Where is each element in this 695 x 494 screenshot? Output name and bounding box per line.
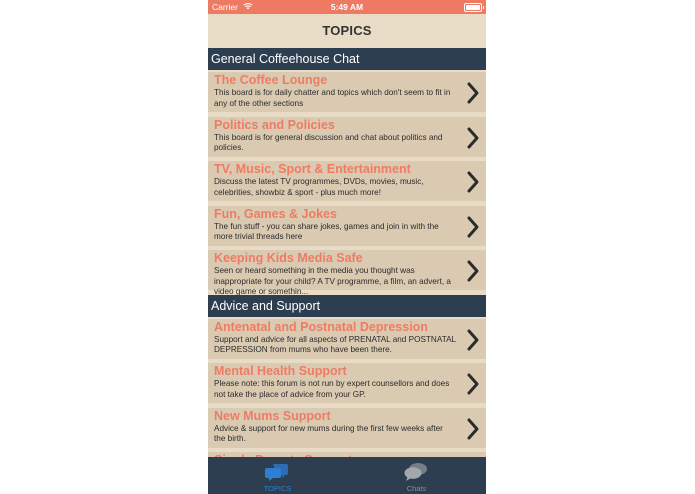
tab-chats[interactable] [347,457,486,494]
topics-list[interactable] [208,48,486,457]
carrier-label: Carrier [212,1,238,12]
tab-label: TOPICS [263,484,292,493]
tab-bar [208,457,486,494]
topic-description: Seen or heard something in the media you thought was inappropriate for your child? A TV programme, a film, an advert, a video game or somethin... [214,266,451,296]
topic-title: Keeping Kids Media Safe [214,251,363,265]
clock: 5:49 AM [330,1,364,12]
topic-description: This board is for general discussion and chat about politics and policies. [214,132,443,152]
page-title: TOPICS [322,23,372,38]
topic-row[interactable] [208,161,486,201]
topic-title: TV, Music, Sport & Entertainment [214,162,411,176]
topic-description: Discuss the latest TV programmes, DVDs, movies, music, celebrities, showbiz & sport - plus much more! [214,177,424,197]
tab-topics[interactable] [208,457,347,494]
chevron-right-icon [466,216,480,238]
chat-bubbles-icon [265,462,289,482]
topic-row[interactable] [208,250,486,296]
chevron-right-icon [466,171,480,193]
topic-title: Politics and Policies [214,117,335,132]
chevron-right-icon [466,329,480,351]
section-header: General Coffeehouse Chat [208,48,486,70]
navigation-bar [208,14,486,48]
topic-description: Support and advice for all aspects of PRENATAL and POSTNATAL DEPRESSION from mums who have been there. [214,334,456,354]
chevron-right-icon [466,82,480,104]
topic-description: The fun stuff - you can share jokes, games and join in with the more trivial threads here [214,221,439,241]
topic-row[interactable] [208,363,486,403]
topic-title: Mental Health Support [214,364,347,378]
chat-bubbles-icon [404,462,428,482]
topic-title: The Coffee Lounge [214,73,328,87]
topic-title: Fun, Games & Jokes [214,206,337,221]
topic-description: Advice & support for new mums during the first few weeks after the birth. [214,423,443,443]
topic-title: New Mums Support [214,408,331,423]
topic-row[interactable] [208,319,486,359]
topic-row[interactable] [208,206,486,246]
section-header: Advice and Support [208,295,486,317]
topic-row[interactable] [208,408,486,448]
status-bar [208,0,486,14]
topic-row[interactable] [208,72,486,112]
battery-icon [464,3,482,12]
phone-screen [208,0,486,494]
topic-description: Please note: this forum is not run by expert counsellors and does not take the place of advice from your GP. [214,379,450,399]
topic-description: This board is for daily chatter and topics which don't seem to fit in any of the other sections [214,88,451,108]
tab-label: Chats [406,484,427,493]
chevron-right-icon [466,418,480,440]
topic-row[interactable] [208,117,486,157]
chevron-right-icon [466,373,480,395]
topic-title: Antenatal and Postnatal Depression [214,319,428,334]
chevron-right-icon [466,260,480,282]
chevron-right-icon [466,127,480,149]
